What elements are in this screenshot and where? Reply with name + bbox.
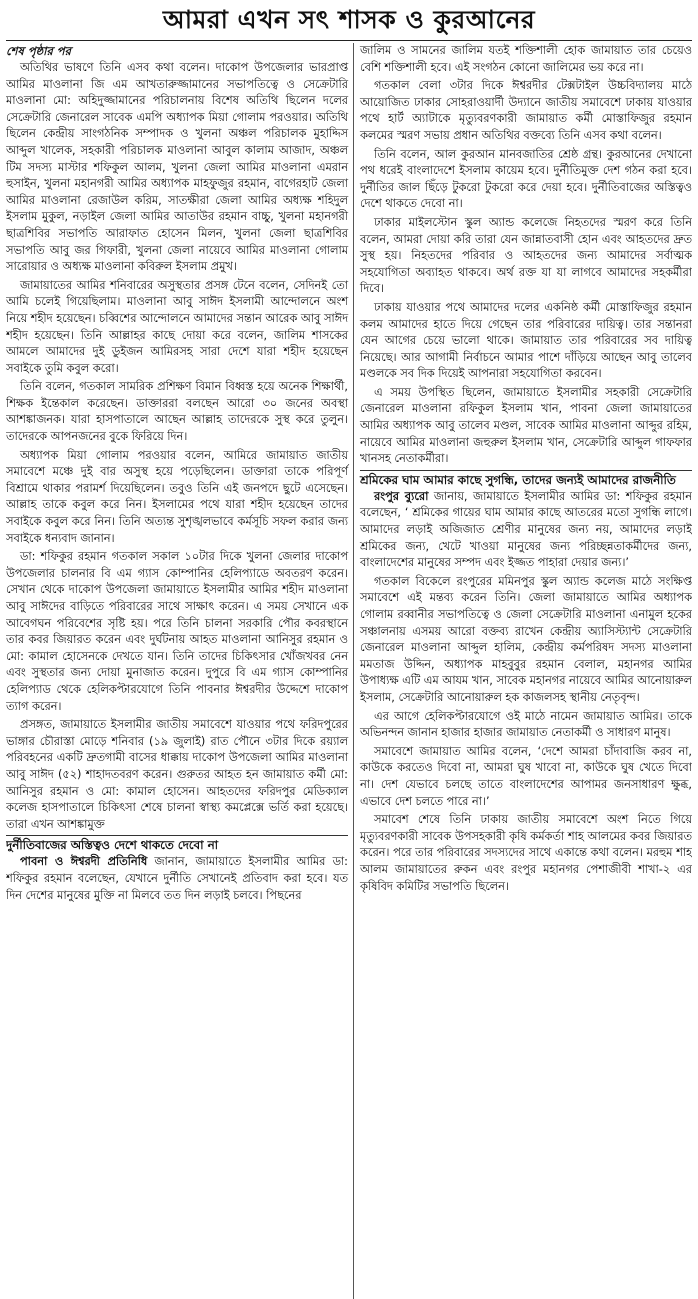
paragraph: সমাবেশ শেষে তিনি ঢাকায় জাতীয় সমাবেশে অংশ নিতে গিয়ে মৃত্যুবরণকারী সাবেক উপসহকারী কৃষি কর্মকর্তা শাহ আলমের কবর জিয়ারত করেন। পরে তার পরিবারের সদস্যদের সাথে একান্তে কথা বলেন। মরহুম শাহ আলম জামায়াতের রুকন এবং রংপুর মহানগর পেশাজীবী শাখা-২ এর কৃষিবিদ কমিটির সভাপতি ছিলেন।	[360, 813, 692, 893]
paragraph: এর আগে হেলিকপ্টারযোগে ওই মাঠে নামেন জামায়াত আমির। তাকে অভিনন্দন জানান হাজার হাজার জামায়াত নেতাকর্মী ও সাধারণ মানুষ।	[360, 709, 692, 740]
paragraph	[6, 854, 348, 904]
paragraph: গতকাল বেলা ৩টার দিকে ঈশ্বরদীর টেক্সটাইল উচ্চবিদ্যালয় মাঠে আয়োজিত ঢাকার সোহরাওয়ার্দী উদ্যানে জাতীয় সমাবেশে ঢাকায় যাওয়ার পথে হার্ট অ্যাটাকে মৃত্যুবরণকারী জামায়াত কর্মী মোস্তাফিজুর রহমান কলমের স্মরণ সভায় প্রধান অতিথির বক্তব্যে তিনি এসব কথা বলেন।	[360, 79, 692, 142]
paragraph-text: জানান, জামায়াতে ইসলামীর আমির ডা: শফিকুর রহমান বলেছেন, যেখানে দুর্নীতি সেখানেই প্রতিবাদ করা হবে। যত দিন দেশের মানুষের মুক্তি না মিলবে তত দিন লড়াই চলবে। পিছনের	[6, 855, 348, 902]
continued-from-kicker: শেষ পৃষ্ঠার পর	[6, 44, 71, 58]
paragraph	[360, 489, 692, 572]
right-column	[354, 43, 692, 1299]
paragraph: জালিম ও সামনের জালিম যতই শক্তিশালী হোক জামায়াত তার চেয়েও বেশি শক্তিশালী হবে। এই সংগঠন কোনো জালিমের ভয় করে না।	[360, 44, 692, 74]
section-subhead: দুর্নীতিবাজের অস্তিত্বও দেশে থাকতে দেবো না	[6, 835, 348, 854]
headline: আমরা এখন সৎ শাসক ও কুরআনের	[6, 0, 692, 41]
dateline: পাবনা ও ঈশ্বরদী প্রতিনিধি	[20, 855, 148, 869]
paragraph: তিনি বলেন, আল কুরআন মানবজাতির শ্রেষ্ঠ গ্রন্থ। কুরআনের দেখানো পথ ধরেই বাংলাদেশে ইসলাম কায়েম হবে। দুর্নীতিমুক্ত দেশ গঠন করা হবে। দুর্নীতির জাল ছিঁড়ে টুকরো টুকরো করে দেয়া হবে। দুর্নীতিবাজের অস্তিত্বও দেশে থাকতে দেবো না।	[360, 147, 692, 211]
paragraph: এ সময় উপস্থিত ছিলেন, জামায়াতে ইসলামীর সহকারী সেক্রেটারি জেনারেল মাওলানা রফিকুল ইসলাম খান, পাবনা জেলা জামায়াতের আমির অধ্যাপক আবু তালেব মণ্ডল, সাবেক আমির মাওলানা আব্দুর রহিম, নায়েবে আমির মাওলানা জহুরুল ইসলাম খান, সেক্রেটারি আব্দুল গাফফার খানসহ নেতাকর্মীরা।	[360, 385, 692, 466]
paragraph: অধ্যাপক মিয়া গোলাম পরওয়ার বলেন, আমিরে জামায়াত জাতীয় সমাবেশে মঞ্চে দুই বার অসুস্থ হয়ে পড়েছিলেন। ডাক্তারা তাকে পরিপূর্ণ বিশ্রামে থাকার পরামর্শ দিয়েছিলেন। তবুও তিনি এই জনপদে ছুটে এসেছেন। আল্লাহ তাকে কবুল করে নিন। ইসলামের পথে যারা শহীদ হয়েছেন তাদের সবাইকে কবুল করে নিন। তিনি অত্যন্ত সুশৃঙ্খলভাবে কর্মসূচি সফল করার জন্য সবাইকে ধন্যবাদ জানান।	[6, 448, 348, 545]
paragraph: জামায়াতের আমির শনিবারের অসুস্থতার প্রসঙ্গ টেনে বলেন, সেদিনই তো আমি চলেই গিয়েছিলাম। মাওলানা আবু সাঈদ ইসলামী আন্দোলনে অংশ নিয়ে শহীদ হয়েছেন। চব্বিশের আন্দোলনে আমাদের সন্তান আরেক আবু সাঈদ শহীদ হয়েছেন। তিনি আল্লাহর কাছে দোয়া করে বলেন, জালিম শাসকের আমলে আমাদের দুই ডুইজন আমিরসহ সারা দেশে যারা শহীদ হয়েছেন সবাইকে তুমি কবুল করো।	[6, 278, 348, 375]
paragraph: তিনি বলেন, গতকাল সামরিক প্রশিক্ষণ বিমান বিধ্বস্ত হয়ে অনেক শিক্ষার্থী, শিক্ষক ইন্তেকাল করেছেন। ডাক্তাররা বলছেন আরো ৩০ জনের অবস্থা আশঙ্কাজনক। যারা হাসপাতালে আছেন আল্লাহ তাদেরকে সুস্থ করে তুলুন। তাদেরকে আপনজনের বুকে ফিরিয়ে দিন।	[6, 380, 348, 444]
section-subhead: শ্রমিকের ঘাম আমার কাছে সুগন্ধি, তাদের জন্যই আমাদের রাজনীতি	[360, 470, 692, 489]
left-column	[6, 43, 354, 1299]
paragraph: ঢাকার মাইলস্টোন স্কুল অ্যান্ড কলেজে নিহতদের স্মরণ করে তিনি বলেন, আমরা দোয়া করি তারা যেন জান্নাতবাসী হোন এবং আহতদের দ্রুত সুস্থ হয়। নিহতদের পরিবার ও আহতদের জন্য আমাদের সর্বাত্মক সহযোগিতা অব্যাহত থাকবে। অর্থ রক্ত যা যা লাগবে আমাদের সহকর্মীরা দিবে।	[360, 215, 692, 296]
paragraph: গতকাল বিকেলে রংপুরের মমিনপুর স্কুল অ্যান্ড কলেজ মাঠে সংক্ষিপ্ত সমাবেশে এই মন্তব্য করেন তিনি। জেলা জামায়াতে আমির অধ্যাপক গোলাম রব্বানীর সভাপতিত্বে ও জেলা সেক্রেটারি মাওলানা এনামুল হকের সঞ্চালনায় এসময় আরো বক্তব্য রাখেন কেন্দ্রীয় অ্যাসিস্ট্যান্ট সেক্রেটারি জেনারেল মাওলানা আব্দুল হালিম, কেন্দ্রীয় কর্মপরিষদ সদস্য মাওলানা মমতাজ উদ্দিন, অধ্যাপক মাহবুবুর রহমান বেলাল, মহানগর আমির উপাধ্যক্ষ এটি এম আযম খান, সাবেক মহানগর নায়েবে আমির আনোয়ারুল ইসলাম, সেক্রেটারি আনোয়ারুল হক কাজলসহ স্থানীয় নেতৃবৃন্দ।	[360, 574, 692, 704]
paragraph: ঢাকায় যাওয়ার পথে আমাদের দলের একনিষ্ঠ কর্মী মোস্তাফিজুর রহমান কলম আমাদের হাতে দিয়ে গেছেন তার পরিবারের দায়িত্ব। তার সন্তানরা যেন আগের চেয়ে ভালো থাকে। জামায়াত তার পরিবারের সব দায়িত্ব নিয়েছে। আর আগামী নির্বাচনে আমার পাশে দাঁড়িয়ে আছেন আবু তালেব মণ্ডলকে সব দিক দিয়েই আপনারা সহযোগিতা করবেন।	[360, 300, 692, 381]
paragraph-text: জানায়, জামায়াতে ইসলামীর আমির ডা: শফিকুর রহমান বলেছেন, ‘ শ্রমিকের গায়ের ঘাম আমার কাছে আতরের মতো সুগন্ধি লাগে। আমাদের লড়াই অজিজাত শ্রেণীর মানুষের জন্য নয়, আমাদের লড়াই শ্রমিকের জন্য, খেটে খাওয়া মানুষের জন্য পরিচ্ছন্নতাকর্মীদের জন্য, বাংলাদেশের মানুষের সম্পদ এবং ইজ্জত পাহারা দেয়ার জন্য।’	[360, 489, 692, 570]
paragraph: ডা: শফিকুর রহমান গতকাল সকাল ১০টার দিকে খুলনা জেলার দাকোপ উপজেলার চালনার বি এম গ্যাস কোম্পানির হেলিপ্যাডে অবতরণ করেন। সেখান থেকে দাকোপ উপজেলা জামায়াতে ইসলামীর আমির শহীদ মাওলানা আবু সাঈদের বাড়িতে পরিবারের সাথে সাক্ষাৎ করেন। এ সময় সেখানে এক আবেগঘন পরিবেশের সৃষ্টি হয়। পরে তিনি চালনা সরকারি পৌর কবরস্থানে তার কবর জিয়ারত করেন এবং দুর্ঘটনায় আহত মাওলানা আনিসুর রহমান ও মো: কামাল হোসেনকে দেখতে যান। তিনি তাদের চিকিৎসার খোঁজখবর নেন এবং সুস্থতার জন্য দোয়া মুনাজাত করেন। দুপুরে বি এম গ্যাস কোম্পানির হেলিপ্যাড থেকে হেলিকপ্টারযোগে তিনি পাবনার ঈশ্বরদীর উদ্দেশে দাকোপ ত্যাগ করেন।	[6, 550, 348, 713]
article-columns	[6, 43, 692, 1299]
paragraph: প্রসঙ্গত, জামায়াতে ইসলামীর জাতীয় সমাবেশে যাওয়ার পথে ফরিদপুরের ভাঙ্গার চৌরাস্তা মোড়ে শনিবার (১৯ জুলাই) রাত পৌনে ৩টার দিকে রয়্যাল পরিবহনের একটি দ্রুতগামী বাসের ধাক্কায় দাকোপ উপজেলা আমির মাওলানা আবু সাঈদ (৫২) শাহাদতবরণ করেন। গুরুতর আহত হন জামায়াত কর্মী মো: আনিসুর রহমান ও মো: কামাল হোসেন। আহতদের ফরিদপুর মেডিক্যাল কলেজ হাসপাতালে চিকিৎসা শেষে চালনা স্বাস্থ্য কমপ্লেক্সে ভর্তি করা হয়েছে। তারা এখন আশঙ্কামুক্ত	[6, 718, 348, 831]
dateline: রংপুর ব্যুরো	[374, 489, 429, 503]
paragraph: অতিথির ভাষণে তিনি এসব কথা বলেন। দাকোপ উপজেলার ভারপ্রাপ্ত আমির মাওলানা জি এম আখতারুজ্জামানের সভাপতিত্বে ও সেক্রেটারি মাওলানা মো: অহিদুজ্জামানের পরিচালনায় বিশেষ অতিথি ছিলেন দলের সেক্রেটারি জেনারেল সাবেক এমপি অধ্যাপক মিয়া গোলাম পরওয়ার। অতিথি ছিলেন কেন্দ্রীয় সাংগঠনিক সম্পাদক ও খুলনা অঞ্চল পরিচালক মুহাদ্দিস আব্দুল খালেক, সহকারী পরিচালক মাওলানা আবুল কালাম আজাদ, অঞ্চল টিম সদস্য মাস্টার শফিকুল আলম, খুলনা জেলা আমির মাওলানা এমরান হুসাইন, খুলনা মহানগরী আমির অধ্যাপক মাহফুজুর রহমান, বাগেরহাট জেলা আমির মাওলানা রেজাউল করিম, সাতক্ষীরা জেলা আমির অধ্যক্ষ শহিদুল ইসলাম মুকুল, নড়াইল জেলা আমির আতাউর রহমান বাচ্চু, খুলনা মহানগরী ছাত্রশিবির সভাপতি আরাফাত হোসেন মিলন, খুলনা জেলা ছাত্রশিবির সভাপতি আবু জর গিফারী, খুলনা জেলা নায়েবে আমির মাওলানা গোলাম সারোয়ার ও অধ্যক্ষ মাওলানা কবিরুল ইসলাম প্রমুখ।	[6, 61, 348, 274]
paragraph: সমাবেশে জামায়াত আমির বলেন, ‘দেশে আমরা চাঁদাবাজি করব না, কাউকে করতেও দিবো না, আমরা ঘুষ খাবো না, কাউকে ঘুষ খেতে দিবো না। দেশ যেভাবে চলছে তাতে বাংলাদেশের আপামর জনসাধারণ ক্ষুব্ধ, এভাবে দেশ চলতে পারে না।’	[360, 744, 692, 808]
